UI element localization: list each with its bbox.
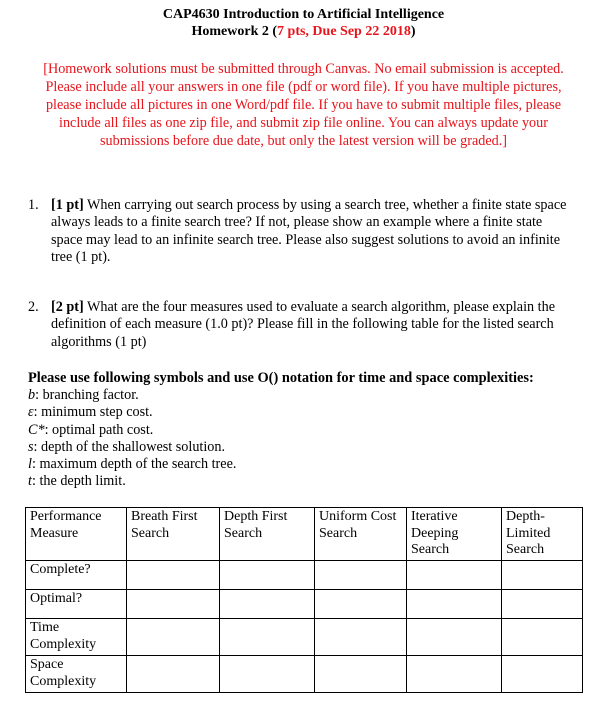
row-label: Optimal? [26, 590, 127, 619]
symbol: ε [28, 404, 34, 421]
question-points: [1 pt] [51, 197, 84, 213]
question-text: What are the four measures used to evaluate a search algorithm, please explain the definition of each measure (1.0 pt)? Please fill in the following table for the listed search algorithms (1 pt) [51, 299, 555, 350]
answer-cell[interactable] [220, 656, 315, 693]
question-text: When carrying out search process by using a search tree, whether a finite state space always leads to a finite search tree? If not, please show an example where a finite state space may lead to an infinite search tree. Please also suggest solutions to avoid an infinite tree (1 pt). [51, 197, 567, 265]
answer-cell[interactable] [127, 656, 220, 693]
symbol-item [28, 404, 236, 421]
answer-cell[interactable] [407, 619, 502, 656]
submission-notice: [Homework solutions must be submitted through Canvas. No email submission is accepted. Please include all your answers in one file (pdf or word file). If you have multiple pictures, please include all pictures in one Word/pdf file. If you have to submit multiple files, please include all files as one zip file, and submit zip file online. You can always update your submissions before due date, but only the latest version will be graded.] [43, 61, 564, 149]
answer-cell[interactable] [220, 619, 315, 656]
symbol-desc: : minimum step cost. [33, 404, 153, 421]
symbol-item [28, 439, 236, 456]
answer-cell[interactable] [315, 561, 407, 590]
answer-cell[interactable] [315, 656, 407, 693]
symbol-desc: : optimal path cost. [44, 421, 154, 438]
symbol: C* [28, 421, 45, 438]
header-cell: Iterative Deeping Search [407, 508, 502, 561]
header-cell: Depth-Limited Search [502, 508, 583, 561]
answer-cell[interactable] [127, 590, 220, 619]
question-2 [28, 299, 573, 351]
answer-cell[interactable] [315, 590, 407, 619]
question-body [51, 197, 573, 266]
table-row [26, 590, 583, 619]
homework-title [0, 23, 607, 40]
answer-cell[interactable] [407, 590, 502, 619]
answer-cell[interactable] [315, 619, 407, 656]
symbol: l [28, 456, 32, 473]
table-header-row [26, 508, 583, 561]
symbol: s [28, 438, 34, 455]
answer-cell[interactable] [502, 619, 583, 656]
symbols-title: Please use following symbols and use O() notation for time and space complexities: [28, 370, 534, 386]
table-row [26, 619, 583, 656]
question-number: 1. [28, 197, 39, 213]
homework-due: 7 pts, Due Sep 22 2018 [277, 24, 411, 39]
symbol-item [28, 473, 236, 490]
question-number: 2. [28, 299, 39, 315]
header-cell: Breath First Search [127, 508, 220, 561]
symbol-desc: : maximum depth of the search tree. [31, 456, 237, 473]
answer-cell[interactable] [407, 561, 502, 590]
answer-cell[interactable] [127, 619, 220, 656]
table-row [26, 656, 583, 693]
symbol-desc: : depth of the shallowest solution. [33, 438, 226, 455]
question-body [51, 299, 573, 351]
symbol-desc: : the depth limit. [31, 473, 126, 490]
answer-cell[interactable] [407, 656, 502, 693]
symbol-item [28, 456, 236, 473]
homework-suffix: ) [410, 24, 416, 39]
answer-cell[interactable] [220, 561, 315, 590]
question-1 [28, 197, 573, 266]
homework-prefix: Homework 2 ( [191, 24, 278, 39]
answer-cell[interactable] [502, 590, 583, 619]
symbol: t [28, 473, 32, 490]
comparison-table [25, 507, 583, 693]
answer-cell[interactable] [127, 561, 220, 590]
header-cell: Uniform Cost Search [315, 508, 407, 561]
answer-cell[interactable] [502, 656, 583, 693]
course-title: CAP4630 Introduction to Artificial Intelligence [162, 7, 445, 22]
symbols-list [28, 387, 236, 491]
question-points: [2 pt] [51, 299, 84, 315]
answer-cell[interactable] [502, 561, 583, 590]
header-cell: Performance Measure [26, 508, 127, 561]
symbol: b [28, 387, 36, 403]
table-row [26, 561, 583, 590]
answer-cell[interactable] [220, 590, 315, 619]
row-label: Space Complexity [26, 656, 127, 693]
header-cell: Depth First Search [220, 508, 315, 561]
symbol-item [28, 422, 236, 439]
symbol-desc: : branching factor. [35, 387, 139, 403]
row-label: Time Complexity [26, 619, 127, 656]
symbol-item [28, 387, 236, 404]
row-label: Complete? [26, 561, 127, 590]
